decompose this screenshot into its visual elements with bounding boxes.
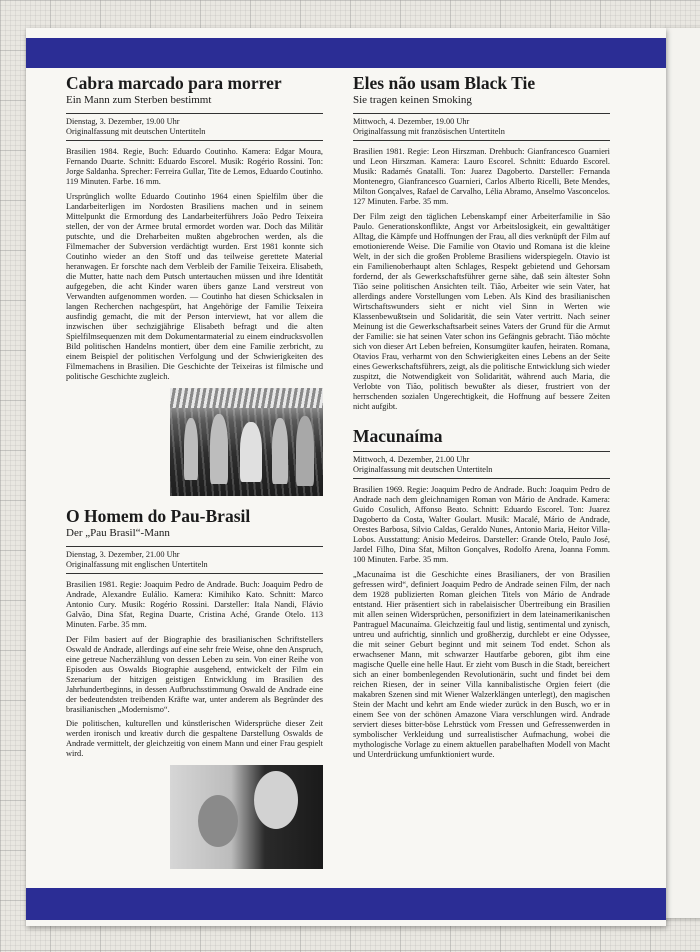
film-eles xyxy=(353,73,610,412)
screening-info xyxy=(66,114,323,140)
screening-date: Dienstag, 3. Dezember, 19.00 Uhr xyxy=(66,117,180,126)
film-credits: Brasilien 1981. Regie: Leon Hirszman. Drehbuch: Gianfrancesco Guarnieri und Leon Hirszman. Kamera: Lauro Escorel. Schnitt: Eduardo Escorel. Musik: Radamés Gnatalli. Ton: Juarez Dagoberto. Darsteller: Fernanda Montenegro, Gianfrancesco Guarnieri, Carlos Alberto Ricelli, Bete Mendes, Milton Gonçalves, Rafael de Carvalho, Lélia Abramo, Anselmo Vasconcelos. 127 Minuten. Farbe. 35 mm. xyxy=(353,147,610,206)
screening-info xyxy=(66,547,323,573)
film-subtitle: Ein Mann zum Sterben bestimmt xyxy=(66,94,212,106)
second-sheet-edge xyxy=(664,28,700,918)
film-homem xyxy=(66,506,323,869)
film-cabra xyxy=(66,73,323,496)
film-synopsis-2: Die politischen, kulturellen und künstlerischen Widersprüche dieser Zeit werden ironisch und kreativ durch die gespaltene Darstellung Oswalds de Andrade vermittelt, der gleichzeitig von einem Mann und einer Frau gespielt wird. xyxy=(66,719,323,758)
photo-figure xyxy=(240,422,262,482)
screening-version: Originalfassung mit deutschen Untertiteln xyxy=(353,465,493,474)
film-title: Macunaíma xyxy=(353,426,443,446)
screening-version: Originalfassung mit französischen Untertiteln xyxy=(353,127,505,136)
film-still-photo xyxy=(170,765,323,869)
film-synopsis: Der Film zeigt den täglichen Lebenskampf einer Arbeiterfamilie in São Paulo. Generationskonflikte, Angst vor Arbeitslosigkeit, ein gewalttätiger Alltag, die Kämpfe und Hoffnungen der Frau, all dies verknüpft der Film auf emotionierende Weise. Die Familie von Otavio und Romana ist die kleine Welt, in der sich die großen Probleme Brasiliens widerspiegeln. Otavio ist ein Familienoberhaupt alten Schlages, Respekt gebietend und Gehorsam fordernd, der als Gewerkschaftsführer gerne sähe, daß sein ältester Sohn Tião seine politischen Ansichten teilt. Tião, Arbeiter wie sein Vater, hat allerdings andere Vorstellungen vom Leben. Als Kind des brasilianischen Wirtschaftswunders sieht er nicht viel Sinn in Werten wie Klassenbewußtsein und Solidarität, die sein Vater vertritt. Nach seiner Meinung ist die Gewerkschaftsarbeit seines Vaters der Grund für die Armut der Familie: sie hat seinen Vater schon ins Gefängnis gebracht. Tião möchte sich von dieser Art Leben befreien, Konsumgüter kaufen, heiraten. Romana, Otavios Frau, verharmt von den Schwierigkeiten eines Lebens an der Seite eines Gewerkschaftsführers, zeigt, als die politische Entwicklung sich wieder zuspitzt, die Notwendigkeit von Solidarität, während auch Maria, die Verlobte von Tião, politisch bewußter als dieser, frustriert von der herrschenden sozialen Ungerechtigkeit, die Hoffnung auf bessere Zeiten nicht aufgibt. xyxy=(353,212,610,411)
film-synopsis: Der Film basiert auf der Biographie des brasilianischen Schriftstellers Oswald de Andrade, allerdings auf eine sehr freie Weise, ohne den Anspruch, eine getreue Nacherzählung von dessen Leben zu sein. Von einer Reihe von Episoden aus Oswalds Biographie ausgehend, entwickelt der Film ein Szenarium der hitzigen geistigen Entwicklung im Brasilien des Jahrhundertbeginns, in dessen Aufbruchsstimmung Oswald de Andrade eine der bedeutendsten treibenden Kräfte war, unter anderem als Begründer des brasilianischen „Modernismo“. xyxy=(66,635,323,714)
screening-info xyxy=(353,114,610,140)
screening-date: Mittwoch, 4. Dezember, 21.00 Uhr xyxy=(353,455,470,464)
film-synopsis: „Macunaíma ist die Geschichte eines Brasilianers, der von Brasilien gefressen wird“, definiert Joaquim Pedro de Andrade seinen Film, der nach dem 1928 publizierten Roman gleichen Titels von Mário de Andrade entstand. Hier präsentiert sich in rabelaisischer Übertreibung ein Brasilien mit allen seinen Widersprüchen, personifiziert in dem lateinamerikanischen Pantraguel Macunaíma. Gleichzeitig faul und listig, sentimental und zynisch, untreu und aufrichtig, sinnlich und großherzig, durchlebt er eine Odyssee, die mit seiner Geburt beginnt und mit seinem Tod endet. Schon als erwachsener Mann, mit schwarzer Hautfarbe geboren, gibt ihm eine magische Quelle eine helle Haut. Er zieht vom Busch in die Stadt, bereichert sich an einer bombenlegenden Revolutionärin, sucht und findet bei dem reichen Riesen, der in seiner Villa kannibalistische Orgien feiert (die makabren Szenen sind mit Wiener Walzerklängen unterlegt), den magischen Stein der Macht und kehrt am Ende wieder zurück in den Busch, wo er in einem See von der schönen Amazone Viara verschlungen wird. Andrade serviert dieses bitter-böse Lehrstück vom Fressen und Gefressenwerden in symbolischer Verkleidung und surrealistischer Aufmachung, wobei die mythologische Vorlage zu einem aktuellen parabelhaften Modell von Macht und Unterdrückung umfunktioniert wurde. xyxy=(353,570,610,759)
film-title: Cabra marcado para morrer xyxy=(66,73,282,93)
left-column xyxy=(66,73,323,879)
bottom-blue-band xyxy=(26,888,666,920)
top-blue-band xyxy=(26,38,666,68)
photo-figure xyxy=(184,418,198,480)
film-credits: Brasilien 1969. Regie: Joaquim Pedro de Andrade. Buch: Joaquim Pedro de Andrade nach dem gleichnamigen Roman von Mário de Andrade. Kamera: Guido Cosulich, Affonso Beato. Schnitt: Eduardo Escorel. Ton: Juarez Dagoberto da Costa, Walter Goulart. Musik: Macalé, Mário de Andrade, Orestes Barbosa, Silvio Caldas, Geraldo Nunes, Antonio Maria, Heitor Villa-Lobos. Ausstattung: Anisio Medeiros. Darsteller: Grande Otelo, Paulo José, Jardel Filho, Dina Sfat, Milton Gonçalves, Rodolfo Arena, Joanna Fomm. 100 Minuten. Farbe. 35 mm. xyxy=(353,485,610,564)
film-macunaima xyxy=(353,426,610,760)
film-credits: Brasilien 1984. Regie, Buch: Eduardo Coutinho. Kamera: Edgar Moura, Fernando Duarte. Schnitt: Eduardo Escorel. Musik: Rogério Rossini. Ton: Jorge Saldanha. Sprecher: Ferreira Gullar, Tite de Lemos, Eduardo Coutinho. 119 Minuten. Farbe. 16 mm. xyxy=(66,147,323,186)
film-synopsis: Ursprünglich wollte Eduardo Coutinho 1964 einen Spielfilm über die Landarbeiterligen im Nordosten Brasiliens machen und in seinem Mittelpunkt die Ermordung des Landarbeiterführers João Pedro Teixeira stellen, der von der Armee brutal ermordet worden war. Doch das Militär putschte, und die Dreharbeiten mußten abgebrochen werden, als die Filmemacher der Subversion verdächtigt wurden. Erst 1981 konnte sich Coutinho wieder an den Stoff und das teilweise gerettete Material heranwagen. Er forschte nach dem Verbleib der Familie Teixeira. Elisabeth, die Mutter, hatte nach dem Putsch untertauchen müssen und ihre Identität aufgegeben, die acht Kinder waren übers ganze Land verstreut von Verwandten aufgenommen worden. — Coutinho hat diesen Schicksalen in langen Recherchen nachgespürt, hat Angehörige der Familie Teixeira ausfindig gemacht, die mit der Person interviewt, hat vor allem die inzwischen über sechzigjährige Elisabeth befragt und die alten Spielfilmsequenzen mit dem Dokumentarmaterial zu einem eindrucksvollen Bild politischen Handelns montiert, über dem eine Familie zerbricht, zu einem Beispiel der politischen Verfolgung und der Schwierigkeiten des Filmemachens in Brasilien. Die Geschichte der Teixeiras ist filmische und politische Geschichte zugleich. xyxy=(66,192,323,381)
film-subtitle: Der „Pau Brasil“-Mann xyxy=(66,527,170,539)
screening-version: Originalfassung mit englischen Untertiteln xyxy=(66,560,208,569)
photo-figure xyxy=(272,418,288,484)
film-credits: Brasilien 1981. Regie: Joaquim Pedro de Andrade. Buch: Joaquim Pedro de Andrade, Alexandre Eulálio. Kamera: Kimihiko Kato. Schnitt: Marco Antonio Cury. Musik: Rogério Rossini. Darsteller: Itala Nandi, Flávio Galvão, Dina Sfat, Regina Duarte, Cristina Aché, Grande Otelo. 113 Minuten. Farbe. 35 mm. xyxy=(66,580,323,629)
film-title: O Homem do Pau-Brasil xyxy=(66,506,251,526)
film-title: Eles não usam Black Tie xyxy=(353,73,536,93)
screening-version: Originalfassung mit deutschen Untertiteln xyxy=(66,127,206,136)
program-page xyxy=(26,28,666,926)
photo-face xyxy=(198,795,238,847)
photo-roof xyxy=(170,388,323,408)
photo-figure xyxy=(296,416,314,486)
film-subtitle: Sie tragen keinen Smoking xyxy=(353,94,472,106)
screening-info xyxy=(353,452,610,478)
photo-face xyxy=(254,771,298,829)
screening-date: Mittwoch, 4. Dezember, 19.00 Uhr xyxy=(353,117,470,126)
right-column xyxy=(353,73,610,766)
screening-date: Dienstag, 3. Dezember, 21.00 Uhr xyxy=(66,550,180,559)
film-still-photo xyxy=(170,388,323,496)
photo-figure xyxy=(210,414,228,484)
